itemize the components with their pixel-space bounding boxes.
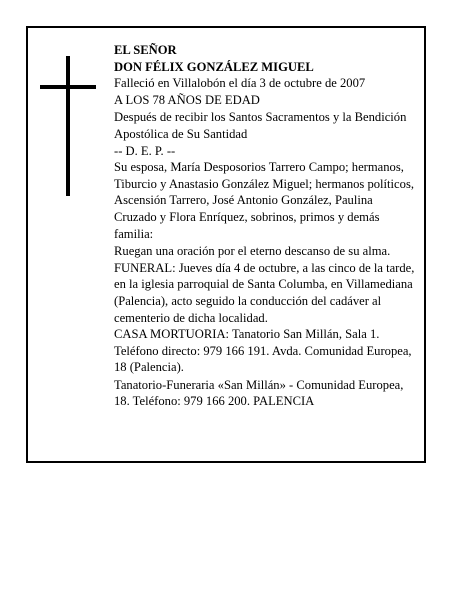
death-line: Falleció en Villalobón el día 3 de octubre de 2007 bbox=[114, 76, 366, 91]
deceased-name: DON FÉLIX GONZÁLEZ MIGUEL bbox=[114, 59, 314, 74]
family-paragraph: Su esposa, María Desposorios Tarrero Campo; hermanos, Tiburcio y Anastasio González Miguel; hermanos políticos, Ascensión Tarrero, José Antonio González, Paulina Cruzado y Flora Enríquez, sobrinos, primos y demás familia: bbox=[114, 160, 414, 241]
funeral-home-paragraph: Tanatorio-Funeraria «San Millán» - Comunidad Europea, 18. Teléfono: 979 166 200. PALENCIA bbox=[114, 377, 404, 409]
mortuary-paragraph: CASA MORTUORIA: Tanatorio San Millán, Sala 1. Teléfono directo: 979 166 191. Avda. Comunidad Europea, 18 (Palencia). bbox=[114, 327, 412, 375]
rip-line: -- D. E. P. -- bbox=[114, 143, 176, 158]
prayer-line: Ruegan una oración por el eterno descanso de su alma. bbox=[114, 244, 391, 259]
cross-vertical-bar bbox=[66, 56, 70, 196]
obituary-notice bbox=[26, 26, 426, 463]
funeral-paragraph: FUNERAL: Jueves día 4 de octubre, a las cinco de la tarde, en la iglesia parroquial de Santa Columba, en Villamediana (Palencia), acto seguido la conducción del cadáver al cementerio de dicha localidad. bbox=[114, 260, 415, 325]
sacraments-paragraph: Después de recibir los Santos Sacramentos y la Bendición Apostólica de Su Santidad bbox=[114, 110, 407, 141]
notice-title: EL SEÑOR bbox=[114, 43, 177, 57]
cross-horizontal-bar bbox=[40, 85, 96, 89]
obituary-text bbox=[114, 42, 418, 410]
age-line: A LOS 78 AÑOS DE EDAD bbox=[114, 92, 260, 107]
